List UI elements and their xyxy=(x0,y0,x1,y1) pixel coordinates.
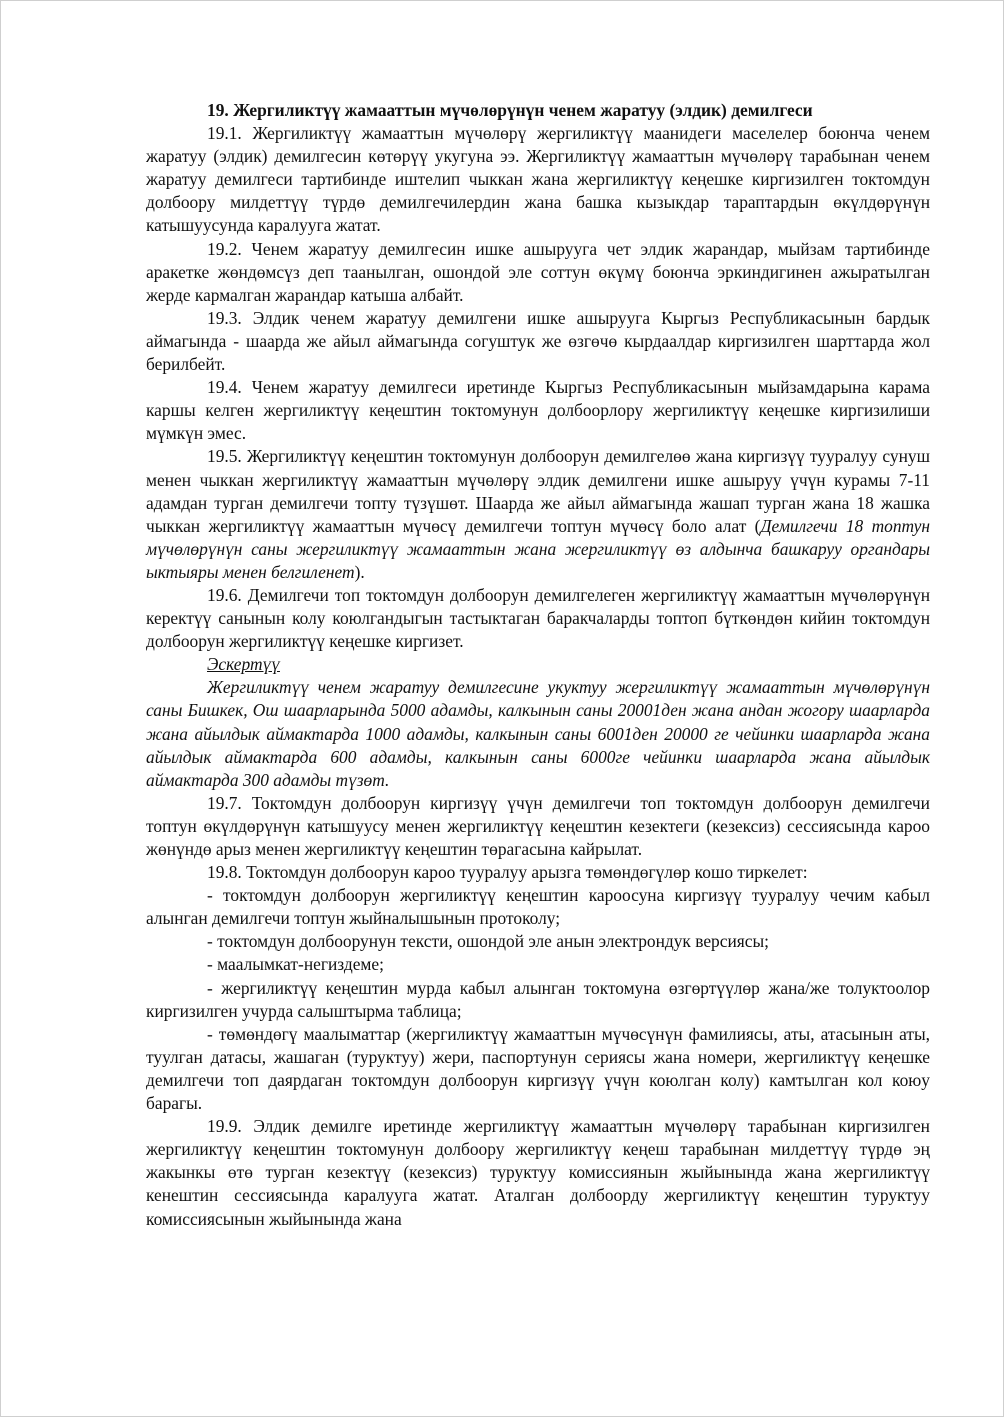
paragraph-19-6: 19.6. Демилгечи топ токтомдун долбоорун демилгелеген жергиликтүү жамааттын мүчөлөрүнүн керектүү санынын колу коюлгандыгын тастыктаган баракчаларды топтоп бүткөндөн кийин токтомдун долбоорун жергиликтүү кеңешке киргизет. xyxy=(146,584,930,652)
document-body xyxy=(146,99,930,1231)
paragraph-19-9: 19.9. Элдик демилге иретинде жергиликтүү жамааттын мүчөлөрү тарабынан киргизилген жергиликтүү кеңештин токтомунун долбоору жергиликтүү кеңеш тарабынан милдеттүү түрдө эң жакынкы өтө турган кезектүү (кезексиз) туруктуу комиссиянын жыйынында жана жергиликтүү кенештин сессиясында каралууга жатат. Аталган долбоорду жергиликтүү кеңештин туруктуу комиссиясынын жыйынында жана xyxy=(146,1116,930,1229)
list-item: - токтомдун долбоорун жергиликтүү кеңештин кароосуна киргизүү тууралуу чечим кабыл алынган демилгечи топтун жыйналышынын протоколу; xyxy=(146,885,930,929)
paragraph-19-5-italic: Демилгечи 18 топтун мүчөлөрүнүн саны жергиликтүү жамааттын жана жергиликтүү өз алдынча башкаруу органдары ыктыяры менен белгиленет xyxy=(146,515,930,582)
paragraph-19-4: 19.4. Ченем жаратуу демилгеси иретинде Кыргыз Республикасынын мыйзамдарына карама каршы келген жергиликтүү кеңештин токтомунун долбоорлору жергиликтүү кеңешке киргизилиши мүмкүн эмес. xyxy=(146,377,930,444)
note-label: Эскертүү xyxy=(207,654,280,675)
paragraph-19-8: 19.8. Токтомдун долбоорун карoo тууралуу арызга төмөндөгүлөр кошо тиркелет: xyxy=(207,862,808,883)
paragraph-19-2: 19.2. Ченем жаратуу демилгесин ишке ашырууга чет элдик жарандар, мыйзам тартибинде аракетке жөндөмсүз деп таанылган, ошондой эле соттун өкүмү боюнча эркиндигинен ажыратылган жерде кармалган жарандар катыша албайт. xyxy=(146,238,930,305)
note-label-line xyxy=(146,653,930,676)
list-item: - төмөндөгү маалыматтар (жергиликтүү жамааттын мүчөсүнүн фамилиясы, аты, атасынын аты, туулган датасы, жашаган (туруктуу) жери, паспортунун сериясы жана номери, жергиликтүү кеңешке демилгечи топ даярдаган токтомдун долбоорун киргизүү үчүн коюлган колу) камтылган кол коюу барагы. xyxy=(146,1023,930,1114)
section-title: 19. Жергиликтүү жамааттын мүчөлөрүнүн ченем жаратуу (элдик) демилгеси xyxy=(207,100,813,120)
paragraph-19-5-text: 19.5. Жергиликтүү кеңештин токтомунун долбоорун демилгелөө жана киргизүү тууралуу сунуш менен чыккан жергиликтүү жамааттын мүчөлөрү элдик демилгени ишке ашыруу үчүн курамы 7-11 адамдан турган демилгечи топту түзүшөт. Шаарда же айыл аймагында жашап турган жана 18 жашка чыккан жергиликтүү жамааттын мүчөсү демилгечи топтун мүчөсү боло алат ( xyxy=(146,446,930,536)
list-item: - жергиликтүү кеңештин мурда кабыл алынган токтомуна өзгөртүүлөр жана/же толуктоолор киргизилген учурда салыштырма таблица; xyxy=(146,977,930,1021)
note-text: Жергиликтүү ченем жаратуу демилгесине укуктуу жергиликтүү жамааттын мүчөлөрүнүн саны Бишкек, Ош шаарларында 5000 адамды, калкынын саны 20001ден жана андан жогору шаарларда жана айылдык аймактарда 1000 адамды, калкынын саны 6001ден 20000 ге чейинки шаарларда жана айылдык аймактарда 600 адамды, калкынын саны 6000ге чейинки шаарларда жана айылдык аймактарда 300 адамды түзөт. xyxy=(146,677,930,790)
list-item: - токтомдун долбоорунун тексти, ошондой эле анын электрондук версиясы; xyxy=(207,931,770,952)
paragraph-19-3: 19.3. Элдик ченем жаратуу демилгени ишке ашырууга Кыргыз Республикасынын бардык аймагында - шаарда же айыл аймагында согуштук же өзгөчө кырдаалдар киргизилген шарттарда жол берилбейт. xyxy=(146,307,930,375)
paragraph-19-1: 19.1. Жергиликтүү жамааттын мүчөлөрү жергиликтүү маанидеги маселелер боюнча ченем жаратуу (элдик) демилгесин көтөрүү укугуна ээ. Жергиликтүү жамааттын мүчөлөрү тарабынан ченем жаратуу демилгеси тартибинде иштелип чыккан жана жергиликтүү кеңешке киргизилген токтомдун долбоору милдеттүү түрдө демилгечилердин жана башка кызыкдар тараптардын өкүлдөрүнүн катышуусунда каралууга жатат. xyxy=(146,123,930,236)
list-item: - маалымкат-негиздеме; xyxy=(207,954,384,975)
paragraph-19-5-end: ). xyxy=(354,561,365,582)
paragraph-19-5 xyxy=(146,445,930,584)
paragraph-19-7: 19.7. Токтомдун долбоорун киргизүү үчүн демилгечи топ токтомдун долбоорун демилгечи топтун өкүлдөрүнүн катышуусу менен жергиликтүү кеңештин кезектеги (кезексиз) сессиясында карoo жөнүндө арыз менен жергиликтүү кеңештин төрагасына кайрылат. xyxy=(146,792,930,859)
